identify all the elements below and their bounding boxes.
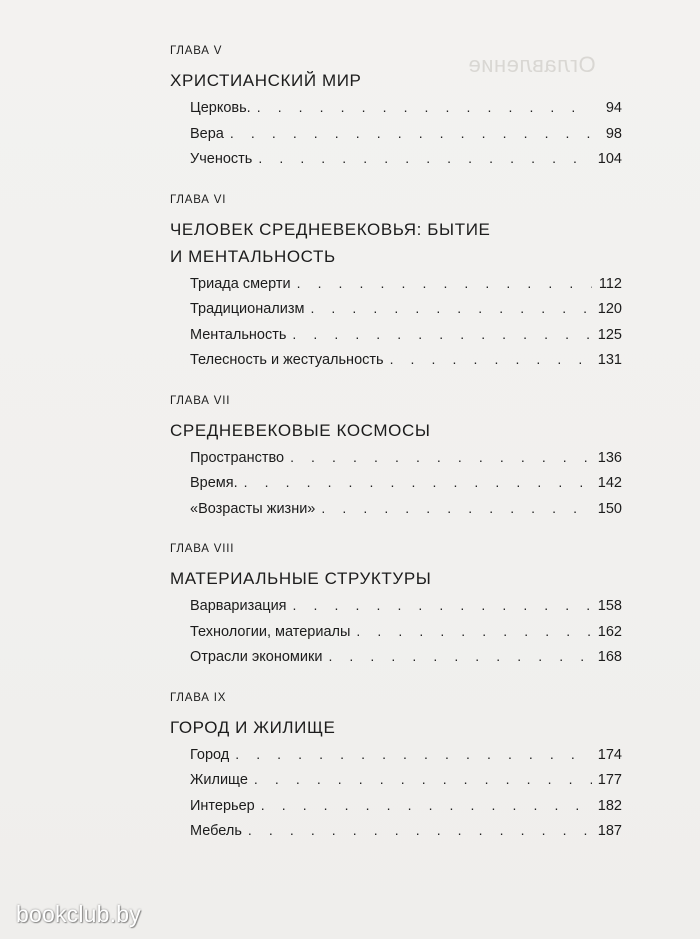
- toc-entry[interactable]: [170, 347, 622, 373]
- toc-entry-page-number: 162: [597, 623, 622, 640]
- toc-entry-page-number: 120: [597, 301, 622, 317]
- dot-leader: [258, 146, 591, 172]
- chapter-label: ГЛАВА IX: [170, 691, 227, 704]
- dot-leader: [261, 793, 592, 819]
- toc-entry[interactable]: [170, 322, 622, 348]
- toc-entry-title: Триада смерти: [190, 275, 291, 292]
- chapter-title: МАТЕРИАЛЬНЫЕ СТРУКТУРЫ: [170, 569, 432, 588]
- toc-entry-title: Время.: [190, 475, 238, 491]
- toc-entry-title: Технологии, материалы: [190, 623, 351, 640]
- toc-entry-page-number: 168: [597, 649, 622, 665]
- toc-entry[interactable]: [170, 767, 622, 793]
- toc-entry-page-number: 112: [598, 275, 622, 292]
- toc-entry[interactable]: [170, 95, 622, 121]
- toc-entry-title: Традиционализм: [190, 301, 305, 317]
- toc-entry[interactable]: [170, 496, 622, 522]
- toc-entry[interactable]: [170, 793, 622, 819]
- chapter-title: ХРИСТИАНСКИЙ МИР: [170, 71, 362, 90]
- chapter-label: ГЛАВА VII: [170, 394, 231, 407]
- toc-entry[interactable]: [170, 470, 622, 496]
- toc-entry[interactable]: [170, 818, 622, 844]
- toc-entry-page-number: 177: [597, 772, 622, 788]
- site-watermark: bookclub.by: [16, 901, 141, 927]
- show-through-heading: Оглавление: [468, 52, 596, 77]
- toc-entry-title: Жилище: [190, 772, 248, 788]
- toc-entry-title: Телесность и жестуальность: [190, 352, 384, 368]
- chapter-section: [170, 44, 622, 172]
- toc-entry-page-number: 150: [597, 500, 622, 517]
- toc-entry-page-number: 158: [597, 598, 622, 614]
- chapter-title: СРЕДНЕВЕКОВЫЕ КОСМОСЫ: [170, 420, 431, 440]
- dot-leader: [297, 271, 592, 297]
- toc-entry-title: Интерьер: [190, 797, 255, 814]
- toc-entry[interactable]: [170, 593, 622, 619]
- toc-entry-page-number: 174: [597, 746, 622, 763]
- dot-leader: [254, 767, 592, 793]
- toc-entry[interactable]: [170, 445, 622, 471]
- chapter-title: ЧЕЛОВЕК СРЕДНЕВЕКОВЬЯ: БЫТИЕ: [170, 219, 491, 239]
- toc-entry[interactable]: [170, 619, 622, 645]
- toc-entry-title: «Возрасты жизни»: [190, 500, 316, 517]
- dot-leader: [290, 445, 592, 471]
- dot-leader: [390, 347, 592, 373]
- chapter-label: ГЛАВА VI: [170, 193, 227, 206]
- chapter-title: И МЕНТАЛЬНОСТЬ: [170, 246, 336, 266]
- toc-entry[interactable]: [170, 146, 622, 172]
- toc-entry-title: Варваризация: [190, 598, 287, 614]
- chapter-label: ГЛАВА VIII: [170, 543, 235, 555]
- toc-entry-page-number: 94: [605, 100, 622, 116]
- dot-leader: [230, 121, 592, 147]
- chapter-section: [170, 542, 622, 670]
- dot-leader: [328, 644, 591, 670]
- chapter-section: [170, 193, 622, 373]
- toc-entry[interactable]: [170, 271, 622, 297]
- toc-entry[interactable]: [170, 742, 622, 768]
- chapter-section: [170, 691, 622, 844]
- toc-entry-page-number: 187: [597, 823, 622, 839]
- dot-leader: [235, 742, 592, 768]
- dot-leader: [248, 818, 592, 844]
- toc-entry-title: Вера: [190, 125, 224, 142]
- chapter-label: ГЛАВА V: [170, 45, 223, 57]
- chapter-section: [170, 394, 622, 522]
- toc-entry-page-number: 104: [597, 151, 622, 167]
- toc-entry-page-number: 131: [597, 352, 622, 368]
- toc-entry-page-number: 125: [597, 326, 622, 343]
- toc-entry-title: Церковь.: [190, 100, 251, 116]
- toc-entry-page-number: 98: [605, 125, 622, 142]
- toc-entry-title: Мебель: [190, 823, 242, 839]
- toc-entry-page-number: 142: [597, 475, 622, 491]
- dot-leader: [321, 496, 591, 522]
- chapter-title: ГОРОД И ЖИЛИЩЕ: [170, 717, 336, 737]
- toc-entry[interactable]: [170, 296, 622, 322]
- dot-leader: [257, 95, 592, 121]
- toc-entry-title: Пространство: [190, 449, 285, 466]
- dot-leader: [244, 470, 592, 496]
- toc-entry-page-number: 182: [597, 797, 622, 814]
- toc-entry-page-number: 136: [597, 449, 622, 466]
- dot-leader: [356, 619, 591, 645]
- toc-entry-title: Город: [190, 746, 230, 763]
- table-of-contents: [170, 44, 622, 865]
- dot-leader: [310, 296, 591, 322]
- dot-leader: [292, 322, 591, 348]
- toc-entry-title: Отрасли экономики: [190, 649, 323, 665]
- toc-entry-title: Ментальность: [190, 326, 287, 343]
- toc-entry-title: Ученость: [190, 151, 253, 167]
- toc-entry[interactable]: [170, 644, 622, 670]
- dot-leader: [293, 593, 592, 619]
- toc-entry[interactable]: [170, 121, 622, 147]
